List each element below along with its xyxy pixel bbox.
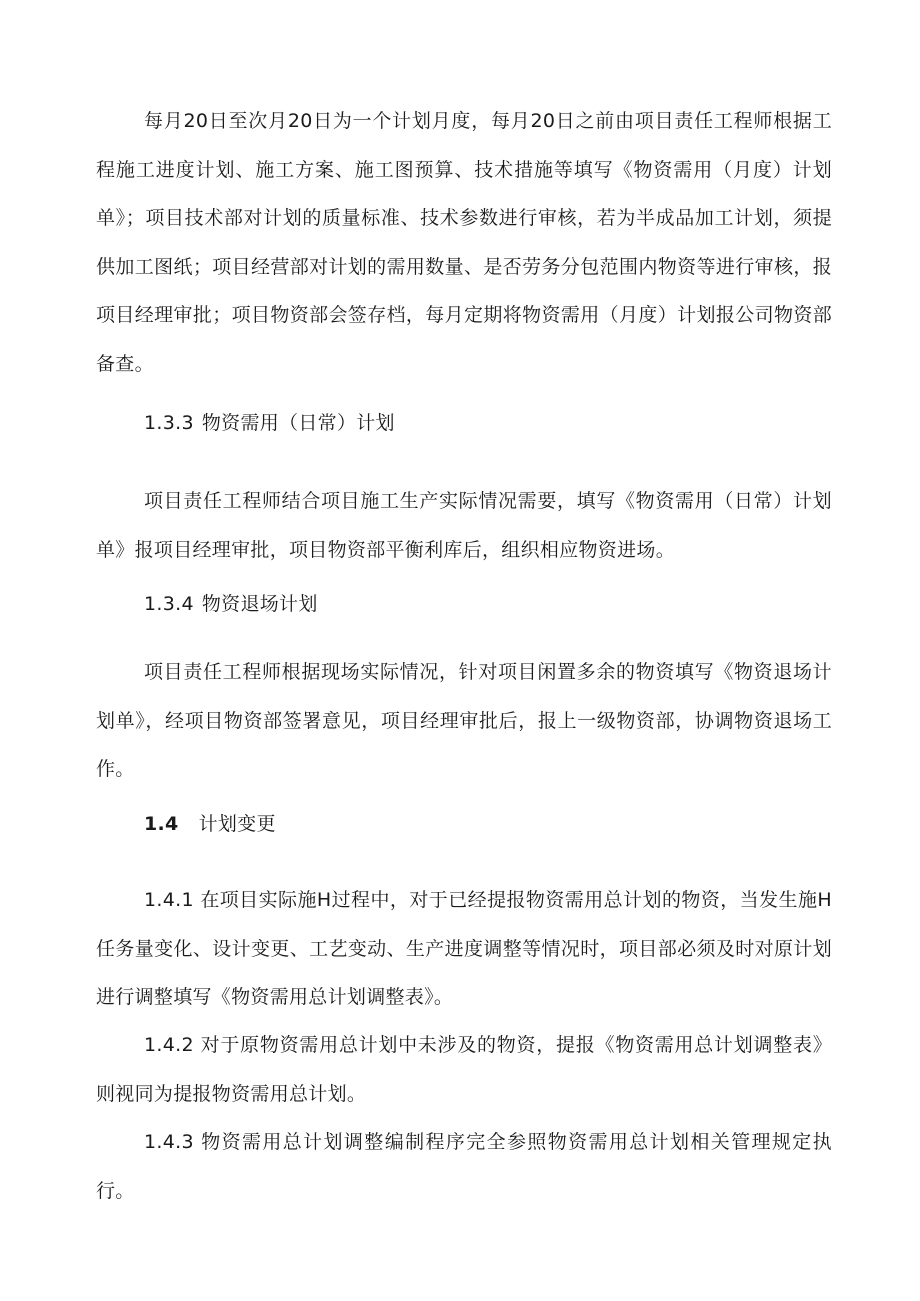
paragraph-monthly-plan: 每月20日至次月20日为一个计划月度，每月20日之前由项目责任工程师根据工程施工进度计划、施工方案、施工图预算、技术措施等填写《物资需用（月度）计划单》；项目技术部对计划的质量标准、技术参数进行审核，若为半成品加工计划，须提供加工图纸；项目经营部对计划的需用数量、是否劳务分包范围内物资等进行审核，报项目经理审批；项目物资部会签存档，每月定期将物资需用（月度）计划报公司物资部备查。 [96,110,832,375]
heading-number: 1.3.4 [144,593,194,615]
paragraph-1-4-3: 1.4.3 物资需用总计划调整编制程序完全参照物资需用总计划相关管理规定执行。 [96,1131,832,1202]
heading-title: 物资退场计划 [201,593,318,615]
paragraph-daily-plan: 项目责任工程师结合项目施工生产实际情况需要，填写《物资需用（日常）计划单》报项目经理审批，项目物资部平衡利库后，组织相应物资进场。 [96,490,832,561]
heading-number: 1.4 [144,813,179,835]
heading-number: 1.3.3 [144,412,194,434]
paragraph-exit-plan: 项目责任工程师根据现场实际情况，针对项目闲置多余的物资填写《物资退场计划单》，经项目物资部签署意见，项目经理审批后，报上一级物资部，协调物资退场工作。 [96,661,832,780]
paragraph-1-4-2: 1.4.2 对于原物资需用总计划中未涉及的物资，提报《物资需用总计划调整表》则视同为提报物资需用总计划。 [96,1034,832,1105]
heading-1-3-4 [96,589,880,619]
heading-1-4 [96,809,880,839]
heading-title: 物资需用（日常）计划 [201,412,395,434]
paragraph-1-4-1: 1.4.1 在项目实际施H过程中，对于已经提报物资需用总计划的物资，当发生施H任务量变化、设计变更、工艺变动、生产进度调整等情况时，项目部必须及时对原计划进行调整填写《物资需用总计划调整表》。 [96,889,832,1008]
heading-title: 计划变更 [198,813,276,835]
heading-1-3-3 [96,408,880,438]
